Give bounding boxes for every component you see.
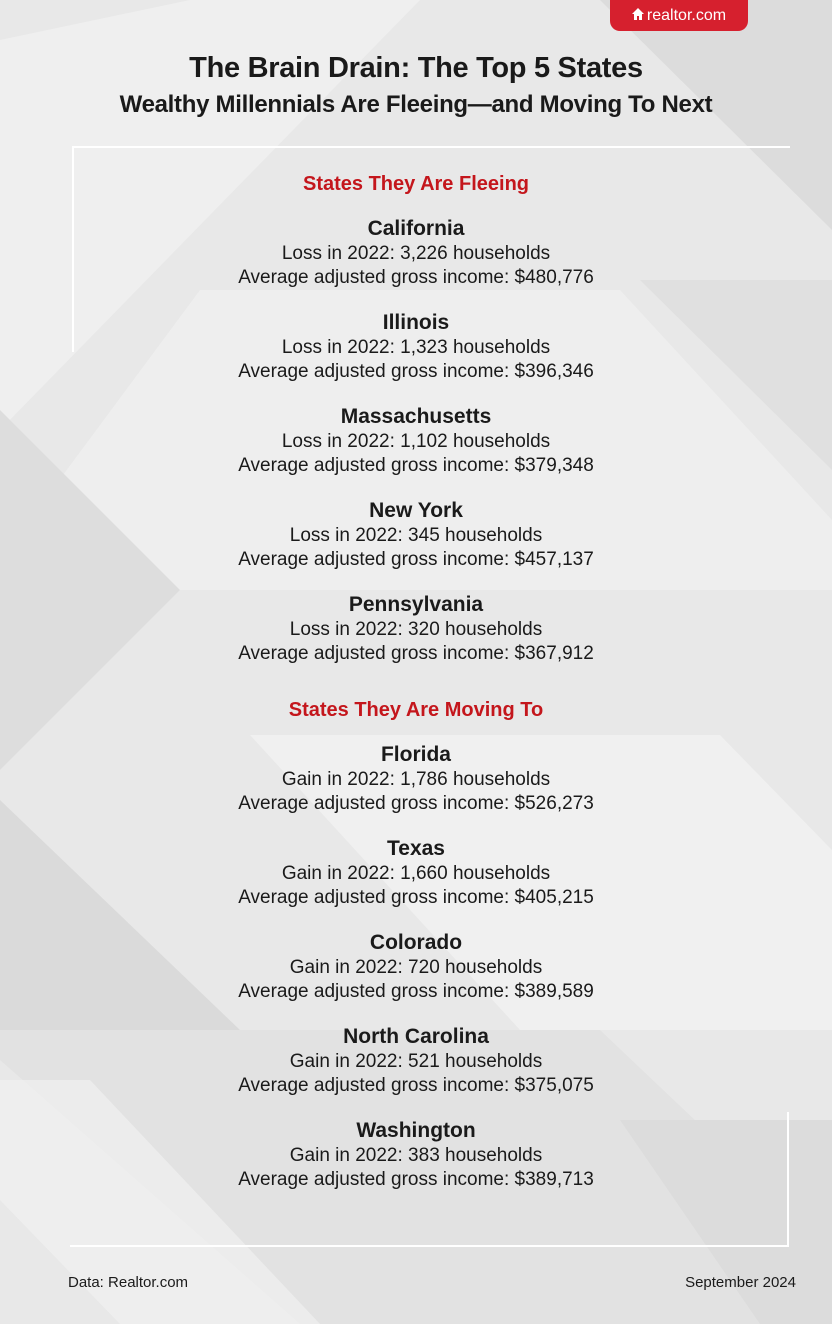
state-entry [0, 592, 832, 666]
frame-line-bottom [70, 1245, 789, 1247]
household-change: Gain in 2022: 720 households [289, 957, 543, 978]
publish-date: September 2024 [685, 1274, 796, 1291]
state-name: Florida [380, 743, 451, 766]
state-name: New York [369, 499, 463, 522]
state-entry [0, 930, 832, 1004]
page-subtitle: Wealthy Millennials Are Fleeing—and Moving To Next [119, 91, 713, 118]
household-change: Gain in 2022: 1,786 households [281, 769, 551, 790]
average-income: Average adjusted gross income: $457,137 [238, 549, 594, 570]
state-name: Texas [387, 837, 445, 860]
average-income: Average adjusted gross income: $375,075 [238, 1075, 594, 1096]
household-change: Loss in 2022: 1,323 households [281, 337, 551, 358]
state-entry [0, 216, 832, 290]
household-change: Loss in 2022: 320 households [289, 619, 543, 640]
moving-to-heading: States They Are Moving To [288, 699, 544, 721]
state-entry [0, 310, 832, 384]
realtor-logo [610, 0, 748, 31]
fleeing-heading: States They Are Fleeing [303, 173, 529, 195]
state-name: California [367, 217, 465, 240]
frame-line-top [72, 146, 790, 148]
state-entry [0, 836, 832, 910]
state-entry [0, 404, 832, 478]
page-title: The Brain Drain: The Top 5 States [189, 52, 643, 84]
state-name: Massachusetts [340, 405, 492, 428]
house-icon [632, 7, 644, 25]
household-change: Gain in 2022: 383 households [289, 1145, 543, 1166]
average-income: Average adjusted gross income: $379,348 [238, 455, 594, 476]
state-entry [0, 1024, 832, 1098]
household-change: Loss in 2022: 3,226 households [281, 243, 551, 264]
state-name: Illinois [382, 311, 450, 334]
state-name: Washington [356, 1119, 476, 1142]
average-income: Average adjusted gross income: $405,215 [238, 887, 594, 908]
household-change: Gain in 2022: 1,660 households [281, 863, 551, 884]
state-name: Colorado [369, 931, 463, 954]
average-income: Average adjusted gross income: $396,346 [238, 361, 594, 382]
state-entry [0, 742, 832, 816]
average-income: Average adjusted gross income: $480,776 [238, 267, 594, 288]
state-entry [0, 1118, 832, 1192]
logo-text: realtor.com [646, 6, 727, 24]
state-list [0, 170, 832, 1212]
household-change: Loss in 2022: 345 households [289, 525, 543, 546]
average-income: Average adjusted gross income: $526,273 [238, 793, 594, 814]
average-income: Average adjusted gross income: $389,713 [238, 1169, 594, 1190]
household-change: Gain in 2022: 521 households [289, 1051, 543, 1072]
state-name: North Carolina [343, 1025, 489, 1048]
average-income: Average adjusted gross income: $389,589 [238, 981, 594, 1002]
average-income: Average adjusted gross income: $367,912 [238, 643, 594, 664]
state-entry [0, 498, 832, 572]
state-name: Pennsylvania [348, 593, 484, 616]
household-change: Loss in 2022: 1,102 households [281, 431, 551, 452]
data-source: Data: Realtor.com [68, 1274, 189, 1291]
